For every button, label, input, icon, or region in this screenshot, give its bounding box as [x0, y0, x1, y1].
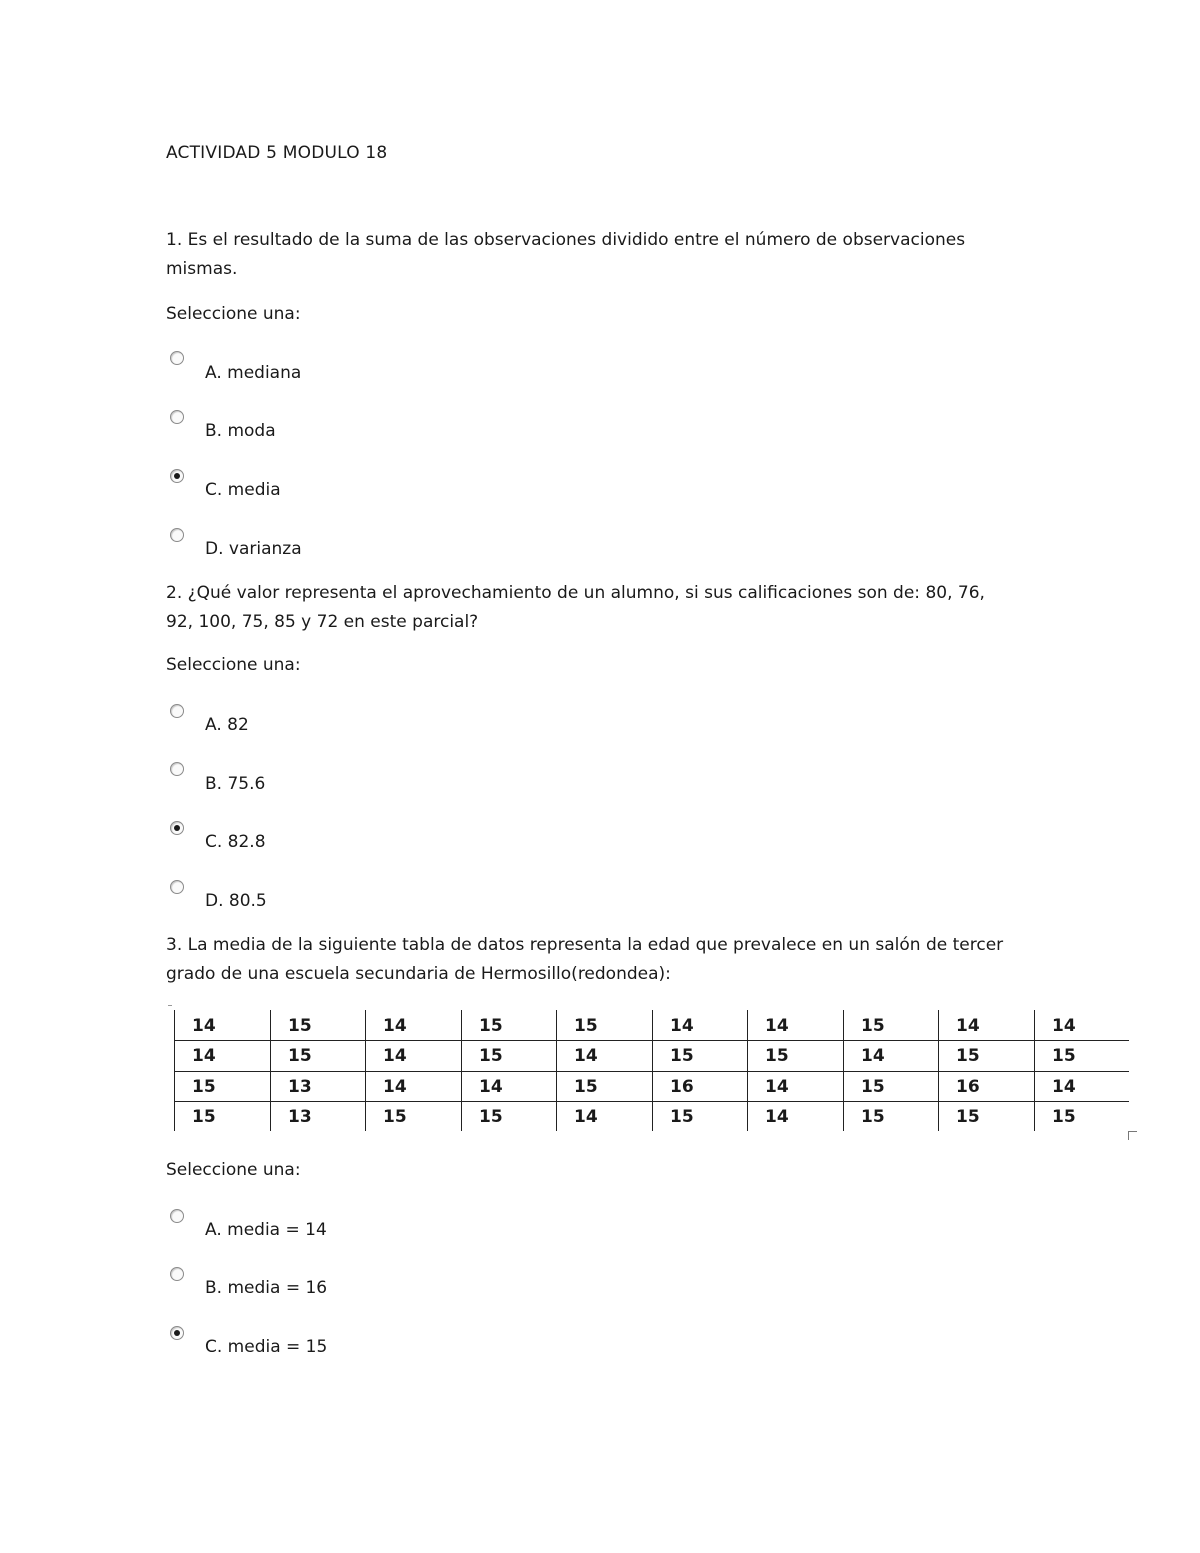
table-column-divider — [174, 1010, 175, 1131]
q2-option-a-label[interactable]: A. 82 — [205, 715, 249, 735]
table-cell: 14 — [383, 1046, 407, 1066]
question-3-text-line-2: grado de una escuela secundaria de Hermosillo(redondea): — [166, 964, 671, 984]
ages-data-table — [174, 1010, 1129, 1131]
table-cell: 15 — [1052, 1046, 1076, 1066]
table-end-mark — [1128, 1131, 1137, 1140]
table-anchor-mark — [168, 1005, 172, 1009]
table-cell: 15 — [956, 1107, 980, 1127]
table-cell: 16 — [670, 1077, 694, 1097]
table-cell: 15 — [670, 1107, 694, 1127]
table-cell: 16 — [956, 1077, 980, 1097]
table-cell: 14 — [383, 1077, 407, 1097]
question-1-text-line-1: 1. Es el resultado de la suma de las observaciones dividido entre el número de observaciones — [166, 230, 966, 250]
q3-option-b-label[interactable]: B. media = 16 — [205, 1278, 328, 1298]
table-cell: 14 — [192, 1016, 216, 1036]
q1-option-c-radio[interactable] — [170, 469, 184, 483]
q2-option-c-label[interactable]: C. 82.8 — [205, 832, 266, 852]
table-column-divider — [1034, 1010, 1035, 1131]
q1-option-b-label[interactable]: B. moda — [205, 421, 276, 441]
q1-option-c-label[interactable]: C. media — [205, 480, 281, 500]
q2-option-b-label[interactable]: B. 75.6 — [205, 774, 266, 794]
table-cell: 15 — [479, 1107, 503, 1127]
q3-option-c-radio[interactable] — [170, 1326, 184, 1340]
q3-option-b-radio[interactable] — [170, 1267, 184, 1281]
question-1-prompt: Seleccione una: — [166, 304, 301, 324]
question-3-prompt: Seleccione una: — [166, 1160, 301, 1180]
q2-option-d-radio[interactable] — [170, 880, 184, 894]
question-3-text-line-1: 3. La media de la siguiente tabla de datos representa la edad que prevalece en un salón de tercer — [166, 935, 1004, 955]
table-cell: 15 — [383, 1107, 407, 1127]
q2-option-b-radio[interactable] — [170, 762, 184, 776]
table-column-divider — [270, 1010, 271, 1131]
q3-option-c-label[interactable]: C. media = 15 — [205, 1337, 328, 1357]
q2-option-c-radio[interactable] — [170, 821, 184, 835]
table-cell: 15 — [288, 1046, 312, 1066]
table-cell: 14 — [765, 1107, 789, 1127]
table-cell: 15 — [192, 1077, 216, 1097]
q2-option-d-label[interactable]: D. 80.5 — [205, 891, 267, 911]
table-cell: 15 — [861, 1107, 885, 1127]
table-column-divider — [747, 1010, 748, 1131]
q1-option-b-radio[interactable] — [170, 410, 184, 424]
q1-option-d-label[interactable]: D. varianza — [205, 539, 302, 559]
table-cell: 15 — [479, 1046, 503, 1066]
q1-option-a-radio[interactable] — [170, 351, 184, 365]
table-cell: 15 — [192, 1107, 216, 1127]
table-cell: 15 — [765, 1046, 789, 1066]
table-cell: 14 — [479, 1077, 503, 1097]
table-cell: 15 — [956, 1046, 980, 1066]
table-cell: 15 — [861, 1077, 885, 1097]
table-column-divider — [843, 1010, 844, 1131]
question-2-text-line-1: 2. ¿Qué valor representa el aprovechamiento de un alumno, si sus calificaciones son de: 80, 76, — [166, 583, 985, 603]
table-cell: 14 — [574, 1046, 598, 1066]
table-cell: 14 — [765, 1077, 789, 1097]
table-cell: 14 — [574, 1107, 598, 1127]
table-cell: 14 — [956, 1016, 980, 1036]
table-cell: 13 — [288, 1077, 312, 1097]
document-title: ACTIVIDAD 5 MODULO 18 — [166, 143, 388, 163]
table-column-divider — [461, 1010, 462, 1131]
table-cell: 14 — [765, 1016, 789, 1036]
table-cell: 15 — [670, 1046, 694, 1066]
q2-option-a-radio[interactable] — [170, 704, 184, 718]
table-column-divider — [556, 1010, 557, 1131]
q1-option-d-radio[interactable] — [170, 528, 184, 542]
table-cell: 15 — [574, 1077, 598, 1097]
table-cell: 14 — [383, 1016, 407, 1036]
table-cell: 14 — [192, 1046, 216, 1066]
q3-option-a-label[interactable]: A. media = 14 — [205, 1220, 327, 1240]
table-cell: 13 — [288, 1107, 312, 1127]
table-cell: 15 — [288, 1016, 312, 1036]
table-cell: 14 — [861, 1046, 885, 1066]
table-cell: 15 — [574, 1016, 598, 1036]
table-cell: 14 — [1052, 1077, 1076, 1097]
q1-option-a-label[interactable]: A. mediana — [205, 363, 302, 383]
question-1-text-line-2: mismas. — [166, 259, 238, 279]
table-column-divider — [365, 1010, 366, 1131]
table-cell: 14 — [670, 1016, 694, 1036]
table-column-divider — [938, 1010, 939, 1131]
table-cell: 15 — [479, 1016, 503, 1036]
question-2-prompt: Seleccione una: — [166, 655, 301, 675]
q3-option-a-radio[interactable] — [170, 1209, 184, 1223]
table-cell: 14 — [1052, 1016, 1076, 1036]
table-column-divider — [652, 1010, 653, 1131]
question-2-text-line-2: 92, 100, 75, 85 y 72 en este parcial? — [166, 612, 479, 632]
table-cell: 15 — [861, 1016, 885, 1036]
table-cell: 15 — [1052, 1107, 1076, 1127]
